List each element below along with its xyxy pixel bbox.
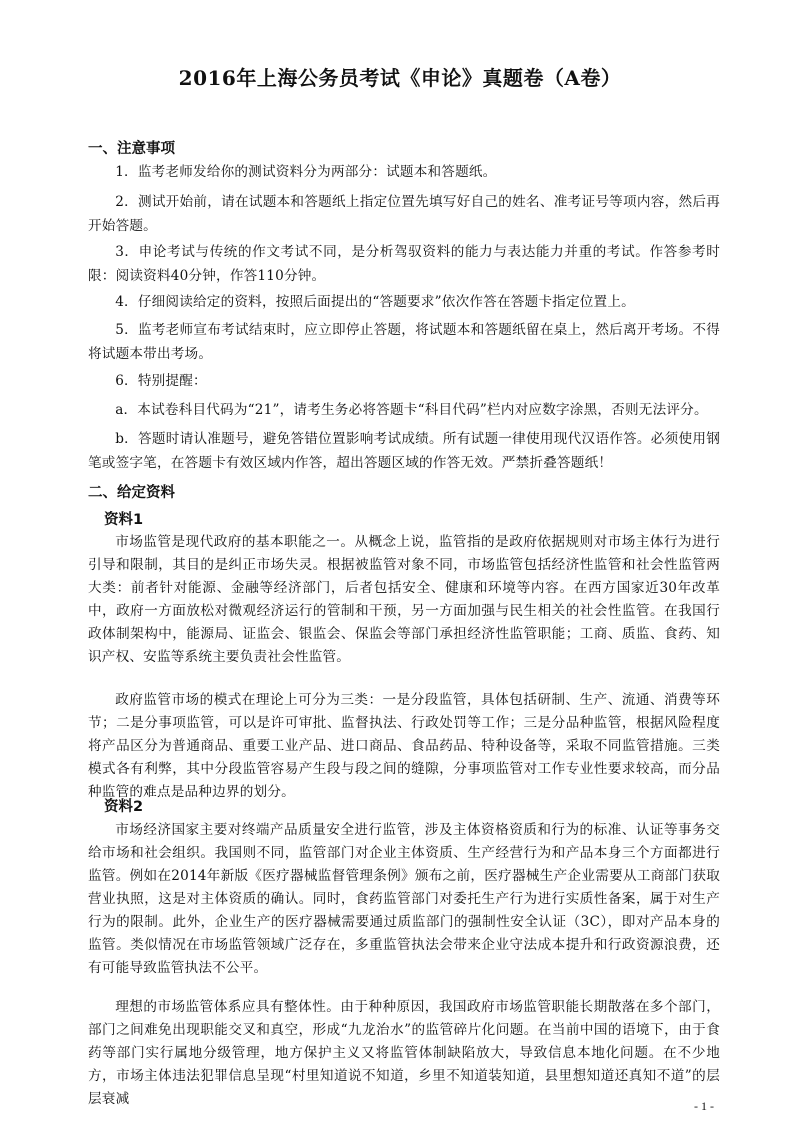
note-item: a．本试卷科目代码为“21”，请考生务必将答题卡“科目代码”栏内对应数字涂黑，否则无法评分。 <box>115 402 708 418</box>
section-heading-notes: 一、注意事项 <box>88 141 175 157</box>
material-paragraph: 理想的市场监管体系应具有整体性。由于种种原因，我国政府市场监管职能长期散落在多个部门，部门之间难免出现职能交叉和真空，形成“九龙治水”的监管碎片化问题。在当前中国的语境下，由于食药等部门实行属地分级管理，地方保护主义又将监管体制缺陷放大，导致信息本地化问题。在不少地方，市场主体违法犯罪信息呈现“村里知道说不知道，乡里不知道装知道，县里想知道还真知不道”的层层衰减 <box>88 999 720 1107</box>
section-heading-materials: 二、给定资料 <box>88 485 175 501</box>
note-item: 2．测试开始前，请在试题本和答题纸上指定位置先填写好自己的姓名、准考证号等项内容，然后再开始答题。 <box>88 194 720 234</box>
material-paragraph: 市场监管是现代政府的基本职能之一。从概念上说，监管指的是政府依据规则对市场主体行为进行引导和限制，其目的是纠正市场失灵。根据被监管对象不同，市场监管包括经济性监管和社会性监管两大类：前者针对能源、金融等经济部门，后者包括安全、健康和环境等内容。在西方国家近30年改革中，政府一方面放松对微观经济运行的管制和干预，另一方面加强与民生相关的社会性监管。在我国行政体制架构中，能源局、证监会、银监会、保监会等部门承担经济性监管职能；工商、质监、食药、知识产权、安监等系统主要负责社会性监管。 <box>88 534 720 665</box>
material-paragraph: 市场经济国家主要对终端产品质量安全进行监管，涉及主体资格资质和行为的标准、认证等事务交给市场和社会组织。我国则不同，监管部门对企业主体资质、生产经营行为和产品本身三个方面都进行监管。例如在2014年新版《医疗器械监督管理条例》颁布之前，医疗器械生产企业需要从工商部门获取营业执照，这是对主体资质的确认。同时，食药监管部门对委托生产行为进行实质性备案，属于对生产行为的限制。此外，企业生产的医疗器械需要通过质监部门的强制性安全认证（3C），即对产品本身的监管。类似情况在市场监管领域广泛存在，多重监管执法会带来企业守法成本提升和行政资源浪费，还有可能导致监管执法不公平。 <box>88 822 720 976</box>
material-heading: 资料2 <box>104 799 144 815</box>
note-item: 3．申论考试与传统的作文考试不同，是分析驾驭资料的能力与表达能力并重的考试。作答参考时限：阅读资料40分钟，作答110分钟。 <box>88 244 720 284</box>
note-item: b．答题时请认准题号，避免答错位置影响考试成绩。所有试题一律使用现代汉语作答。必须使用钢笔或签字笔，在答题卡有效区域内作答，超出答题区域的作答无效。严禁折叠答题纸！ <box>88 431 720 471</box>
material-heading: 资料1 <box>104 512 144 528</box>
note-item: 1．监考老师发给你的测试资料分为两部分：试题本和答题纸。 <box>115 164 497 180</box>
note-item: 4．仔细阅读给定的资料，按照后面提出的“答题要求”依次作答在答题卡指定位置上。 <box>115 294 635 310</box>
material-paragraph: 政府监管市场的模式在理论上可分为三类：一是分段监管，具体包括研制、生产、流通、消费等环节；二是分事项监管，可以是许可审批、监督执法、行政处罚等工作；三是分品种监管，根据风险程度将产品区分为普通商品、重要工业产品、进口商品、食品药品、特种设备等，采取不同监管措施。三类模式各有利弊，其中分段监管容易产生段与段之间的缝隙，分事项监管对工作专业性要求较高，而分品种监管的难点是品种边界的划分。 <box>88 692 720 800</box>
note-item: 6．特别提醒： <box>115 373 207 389</box>
note-item: 5．监考老师宣布考试结束时，应立即停止答题，将试题本和答题纸留在桌上，然后离开考场。不得将试题本带出考场。 <box>88 322 720 362</box>
page-number: - 1 - <box>694 1099 714 1113</box>
document-title: 2016年上海公务员考试《申论》真题卷（A卷） <box>178 66 622 90</box>
